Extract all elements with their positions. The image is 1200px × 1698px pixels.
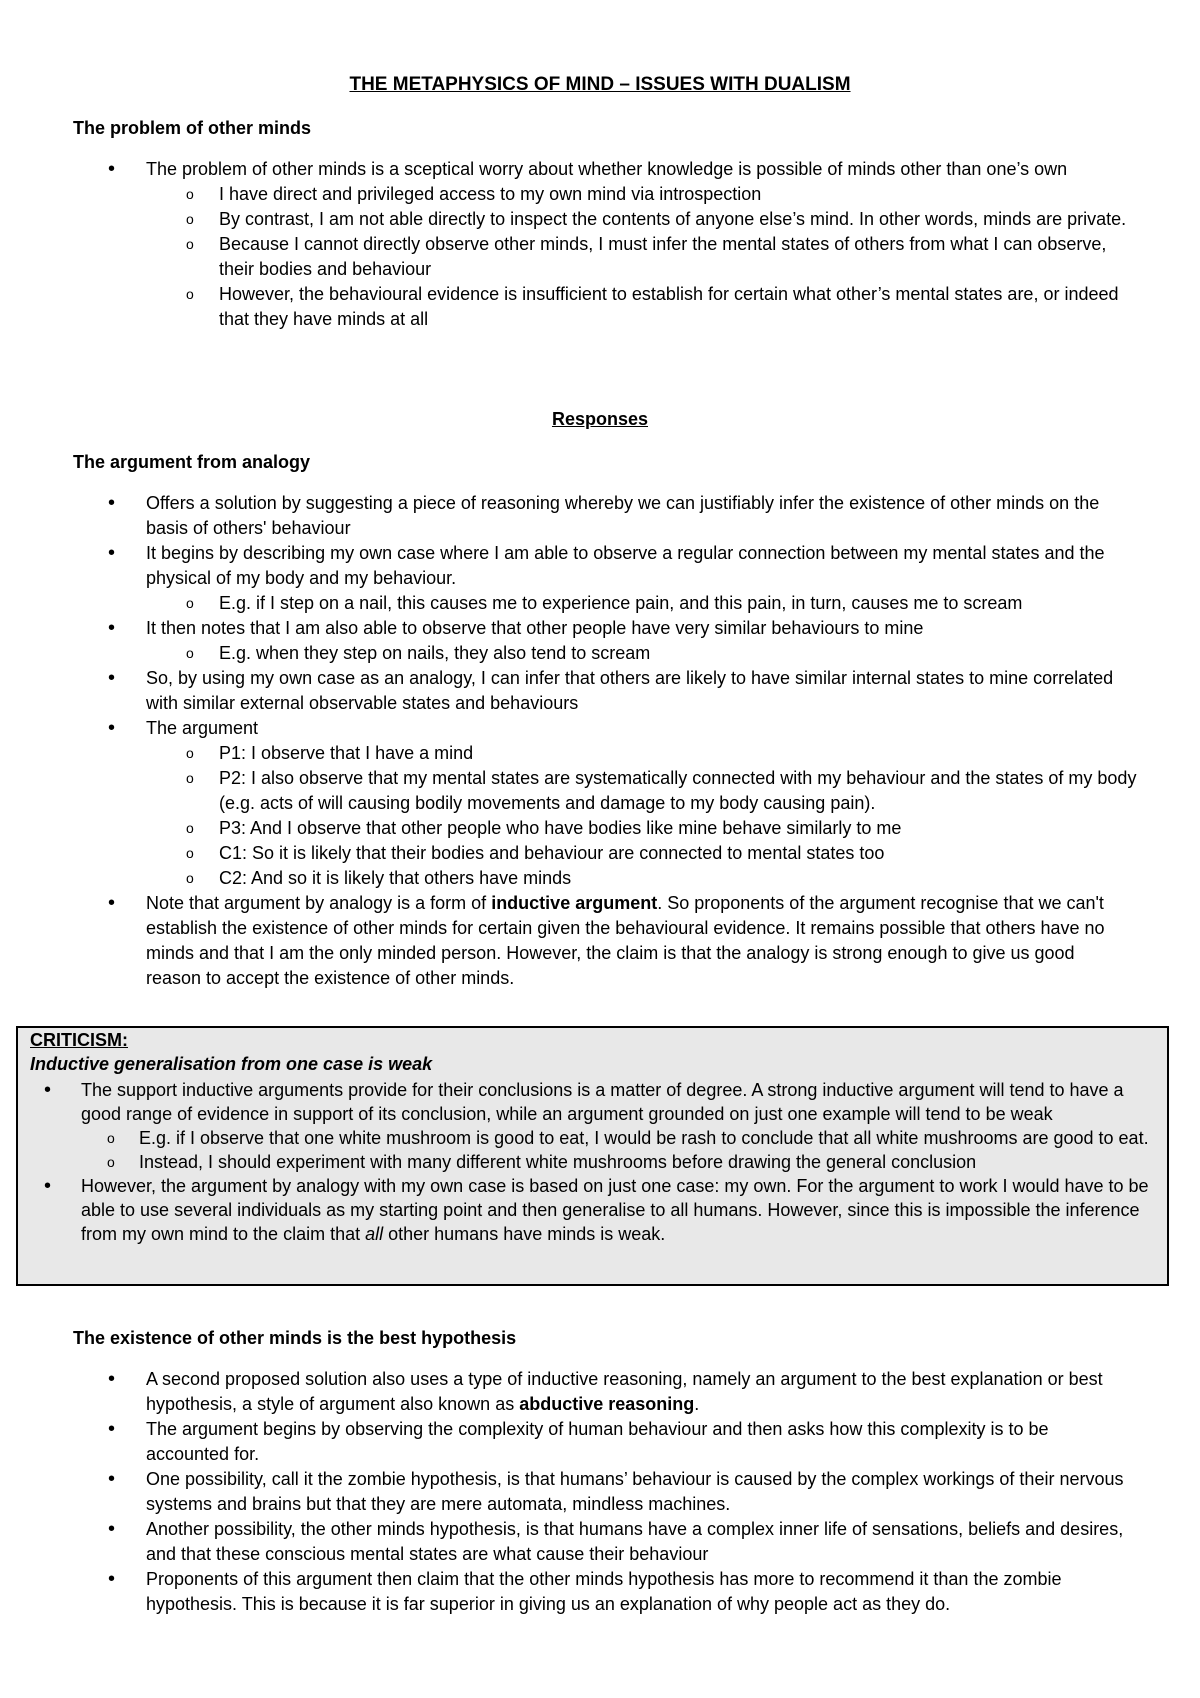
list-item: • It then notes that I am also able to observe that other people have very similar behaviours to mine bbox=[0, 616, 1126, 641]
list-subitem: o By contrast, I am not able directly to inspect the contents of anyone else’s mind. In other words, minds are private. bbox=[0, 207, 1144, 232]
problem-list bbox=[0, 157, 1200, 332]
list-item: • The argument bbox=[0, 716, 1126, 741]
list-subitem: o Because I cannot directly observe other minds, I must infer the mental states of others from what I can observe, their bodies and behaviour bbox=[0, 232, 1144, 282]
text-run: . So proponents of the argument recognise that we can't establish the existence of other minds for certain given the behavioural evidence. It remains possible that others have no minds and that I am the only minded person. However, the claim is that the analogy is strong enough to give us good reason to accept the existence of other minds. bbox=[146, 893, 1105, 988]
list-item: • The argument begins by observing the complexity of human behaviour and then asks how this complexity is to be accounted for. bbox=[0, 1417, 1126, 1467]
list-subitem: o I have direct and privileged access to my own mind via introspection bbox=[0, 182, 1144, 207]
text-run: A second proposed solution also uses a type of inductive reasoning, namely an argument to the best explanation or best hypothesis, a style of argument also known as bbox=[146, 1369, 1103, 1414]
criticism-subtitle: Inductive generalisation from one case is weak bbox=[30, 1054, 433, 1074]
premise-3: o P3: And I observe that other people who have bodies like mine behave similarly to me bbox=[0, 816, 1144, 841]
text-run: . bbox=[694, 1394, 700, 1414]
list-subitem: o E.g. if I observe that one white mushroom is good to eat, I would be rash to conclude that all white mushrooms are good to eat. bbox=[18, 1126, 1159, 1150]
list-item: • One possibility, call it the zombie hypothesis, is that humans’ behaviour is caused by the complex workings of their nervous systems and brains but that they are mere automata, mindless machines. bbox=[0, 1467, 1126, 1517]
list-item: • Proponents of this argument then claim that the other minds hypothesis has more to recommend it than the zombie hypothesis. This is because it is far superior in giving us an explanation of why people act as they do. bbox=[0, 1567, 1126, 1617]
list-item: • It begins by describing my own case where I am able to observe a regular connection between my mental states and the physical of my body and my behaviour. bbox=[0, 541, 1126, 591]
responses-heading: Responses bbox=[551, 409, 649, 429]
conclusion-1: o C1: So it is likely that their bodies and behaviour are connected to mental states too bbox=[0, 841, 1144, 866]
heading-problem-of-other-minds: The problem of other minds bbox=[73, 118, 312, 138]
conclusion-2: o C2: And so it is likely that others have minds bbox=[0, 866, 1144, 891]
bold-term: abductive reasoning bbox=[519, 1394, 695, 1414]
list-item bbox=[0, 891, 1126, 991]
criticism-label: CRITICISM: bbox=[30, 1030, 128, 1050]
list-subitem: o However, the behavioural evidence is insufficient to establish for certain what other’s mental states are, or indeed that they have minds at all bbox=[0, 282, 1144, 332]
bold-term: inductive argument bbox=[491, 893, 658, 913]
list-item: • The problem of other minds is a sceptical worry about whether knowledge is possible of minds other than one’s own bbox=[0, 157, 1126, 182]
list-item: • Offers a solution by suggesting a piece of reasoning whereby we can justifiably infer the existence of other minds on the basis of others' behaviour bbox=[0, 491, 1126, 541]
page-title: THE METAPHYSICS OF MIND – ISSUES WITH DUALISM bbox=[349, 74, 851, 95]
list-item: • The support inductive arguments provide for their conclusions is a matter of degree. A strong inductive argument will tend to have a good range of evidence in support of its conclusion, while an argument grounded on just one example will tend to be weak bbox=[18, 1078, 1161, 1126]
list-subitem: o E.g. if I step on a nail, this causes me to experience pain, and this pain, in turn, causes me to scream bbox=[0, 591, 1144, 616]
text-run: other humans have minds is weak. bbox=[383, 1224, 666, 1244]
list-item bbox=[18, 1174, 1161, 1246]
text-run: Note that argument by analogy is a form of bbox=[146, 893, 492, 913]
list-subitem: o E.g. when they step on nails, they also tend to scream bbox=[0, 641, 1144, 666]
heading-argument-from-analogy: The argument from analogy bbox=[73, 452, 311, 472]
list-item: • Another possibility, the other minds hypothesis, is that humans have a complex inner life of sensations, beliefs and desires, and that these conscious mental states are what cause their behaviour bbox=[0, 1517, 1126, 1567]
list-item bbox=[0, 1367, 1126, 1417]
italic-term: all bbox=[365, 1224, 384, 1244]
analogy-list bbox=[0, 491, 1200, 991]
heading-best-hypothesis: The existence of other minds is the best hypothesis bbox=[73, 1328, 517, 1348]
text-run: However, the argument by analogy with my own case is based on just one case: my own. For the argument to work I would have to be able to use several individuals as my starting point and then generalise to all humans. However, since this is impossible the inference from my own mind to the claim that bbox=[81, 1176, 1149, 1244]
premise-2: o P2: I also observe that my mental states are systematically connected with my behaviour and the states of my body (e.g. acts of will causing bodily movements and damage to my body causing pain). bbox=[0, 766, 1144, 816]
criticism-box bbox=[16, 1026, 1169, 1286]
premise-1: o P1: I observe that I have a mind bbox=[0, 741, 1144, 766]
criticism-list bbox=[18, 1078, 1168, 1246]
hypothesis-list bbox=[0, 1367, 1200, 1617]
list-item: • So, by using my own case as an analogy, I can infer that others are likely to have similar internal states to mine correlated with similar external observable states and behaviours bbox=[0, 666, 1126, 716]
list-subitem: o Instead, I should experiment with many different white mushrooms before drawing the general conclusion bbox=[18, 1150, 1159, 1174]
